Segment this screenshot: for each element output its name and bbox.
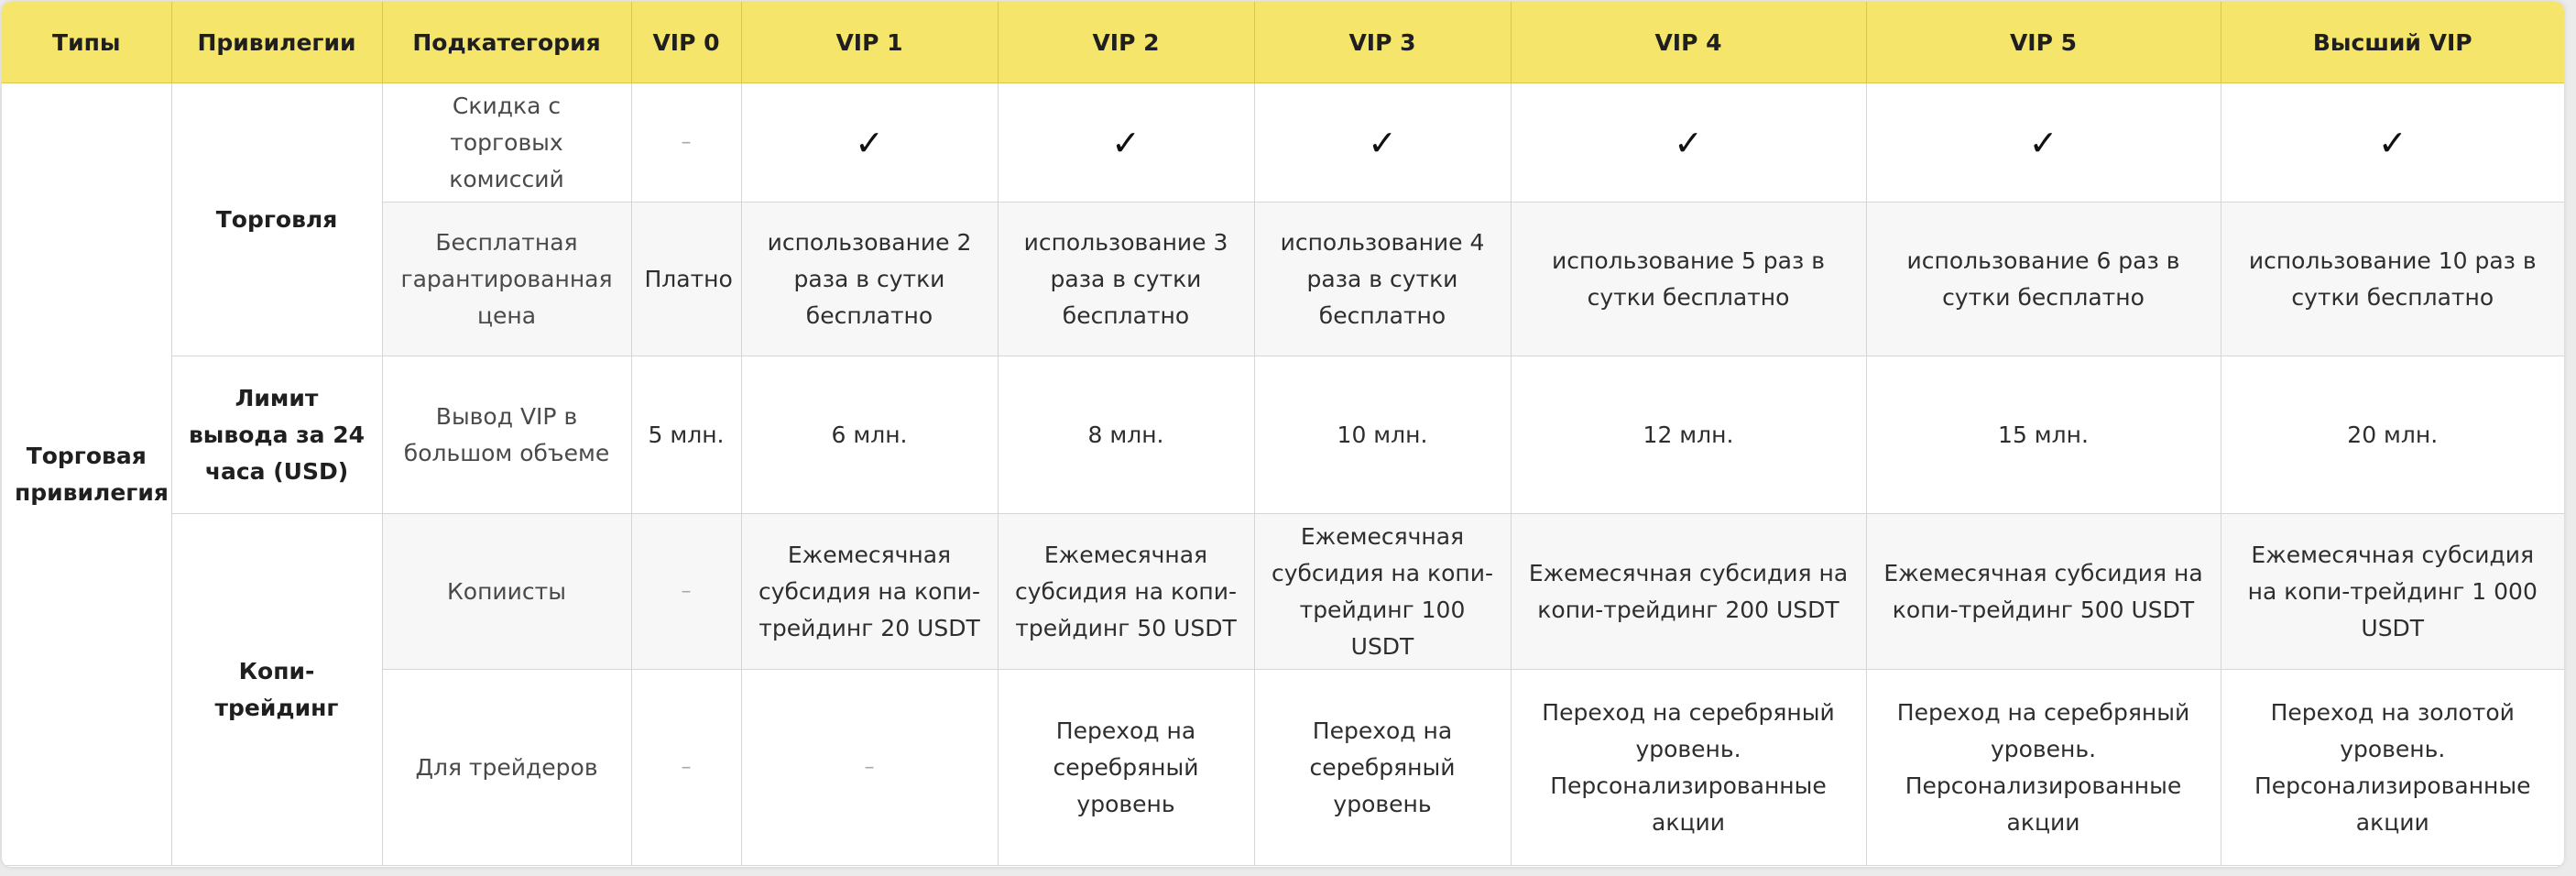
header-privileges: Привилегии [171,2,382,83]
vip2-cell: 8 млн. [998,356,1254,514]
subcategory-cell: Бесплатная гарантированная цена [382,203,631,356]
vip0-cell: – [631,670,741,866]
top-vip-cell: Переход на золотой уровень. Персонализированные акции [2221,670,2564,866]
vip0-cell: – [631,83,741,203]
subcategory-cell: Скидка с торговых комиссий [382,83,631,203]
table-header-row [2,2,2564,83]
check-icon: ✓ [741,83,998,203]
subcategory-cell: Для трейдеров [382,670,631,866]
vip0-cell: – [631,514,741,670]
privilege-copy-trading: Копи-трейдинг [171,514,382,866]
check-icon: ✓ [2221,83,2564,203]
vip5-cell: Ежемесячная субсидия на копи-трейдинг 500 USDT [1866,514,2221,670]
top-vip-cell: 20 млн. [2221,356,2564,514]
vip4-cell: Переход на серебряный уровень. Персонализированные акции [1511,670,1866,866]
vip2-cell: Переход на серебряный уровень [998,670,1254,866]
vip2-cell: Ежемесячная субсидия на копи-трейдинг 50 USDT [998,514,1254,670]
header-vip1: VIP 1 [741,2,998,83]
vip3-cell: использование 4 раза в сутки бесплатно [1254,203,1511,356]
subcategory-cell: Вывод VIP в большом объеме [382,356,631,514]
header-types: Типы [2,2,171,83]
check-icon: ✓ [998,83,1254,203]
header-vip4: VIP 4 [1511,2,1866,83]
table-row-for-traders [2,670,2564,866]
top-vip-cell: Ежемесячная субсидия на копи-трейдинг 1 000 USDT [2221,514,2564,670]
vip-privileges-table [2,2,2564,866]
header-subcategory: Подкатегория [382,2,631,83]
vip3-cell: Переход на серебряный уровень [1254,670,1511,866]
subcategory-cell: Копиисты [382,514,631,670]
top-vip-cell: использование 10 раз в сутки бесплатно [2221,203,2564,356]
header-vip0: VIP 0 [631,2,741,83]
vip1-cell: 6 млн. [741,356,998,514]
vip3-cell: Ежемесячная субсидия на копи-трейдинг 100 USDT [1254,514,1511,670]
vip1-cell: Ежемесячная субсидия на копи-трейдинг 20 USDT [741,514,998,670]
check-icon: ✓ [1254,83,1511,203]
header-vip5: VIP 5 [1866,2,2221,83]
vip5-cell: Переход на серебряный уровень. Персонализированные акции [1866,670,2221,866]
table-row-guaranteed-price [2,203,2564,356]
vip4-cell: Ежемесячная субсидия на копи-трейдинг 200 USDT [1511,514,1866,670]
type-cell: Торговая привилегия [2,83,171,866]
vip1-cell: использование 2 раза в сутки бесплатно [741,203,998,356]
privilege-trading: Торговля [171,83,382,356]
table-row-withdraw-limit [2,356,2564,514]
vip5-cell: использование 6 раз в сутки бесплатно [1866,203,2221,356]
vip1-cell: – [741,670,998,866]
vip4-cell: 12 млн. [1511,356,1866,514]
vip0-cell: Платно [631,203,741,356]
table-row-copiers [2,514,2564,670]
check-icon: ✓ [1511,83,1866,203]
header-vip2: VIP 2 [998,2,1254,83]
vip0-cell: 5 млн. [631,356,741,514]
table-row-fee-discount [2,83,2564,203]
vip3-cell: 10 млн. [1254,356,1511,514]
privilege-withdraw-limit: Лимит вывода за 24 часа (USD) [171,356,382,514]
vip4-cell: использование 5 раз в сутки бесплатно [1511,203,1866,356]
vip5-cell: 15 млн. [1866,356,2221,514]
header-top-vip: Высший VIP [2221,2,2564,83]
check-icon: ✓ [1866,83,2221,203]
vip2-cell: использование 3 раза в сутки бесплатно [998,203,1254,356]
header-vip3: VIP 3 [1254,2,1511,83]
vip-privileges-table-container [2,2,2564,867]
